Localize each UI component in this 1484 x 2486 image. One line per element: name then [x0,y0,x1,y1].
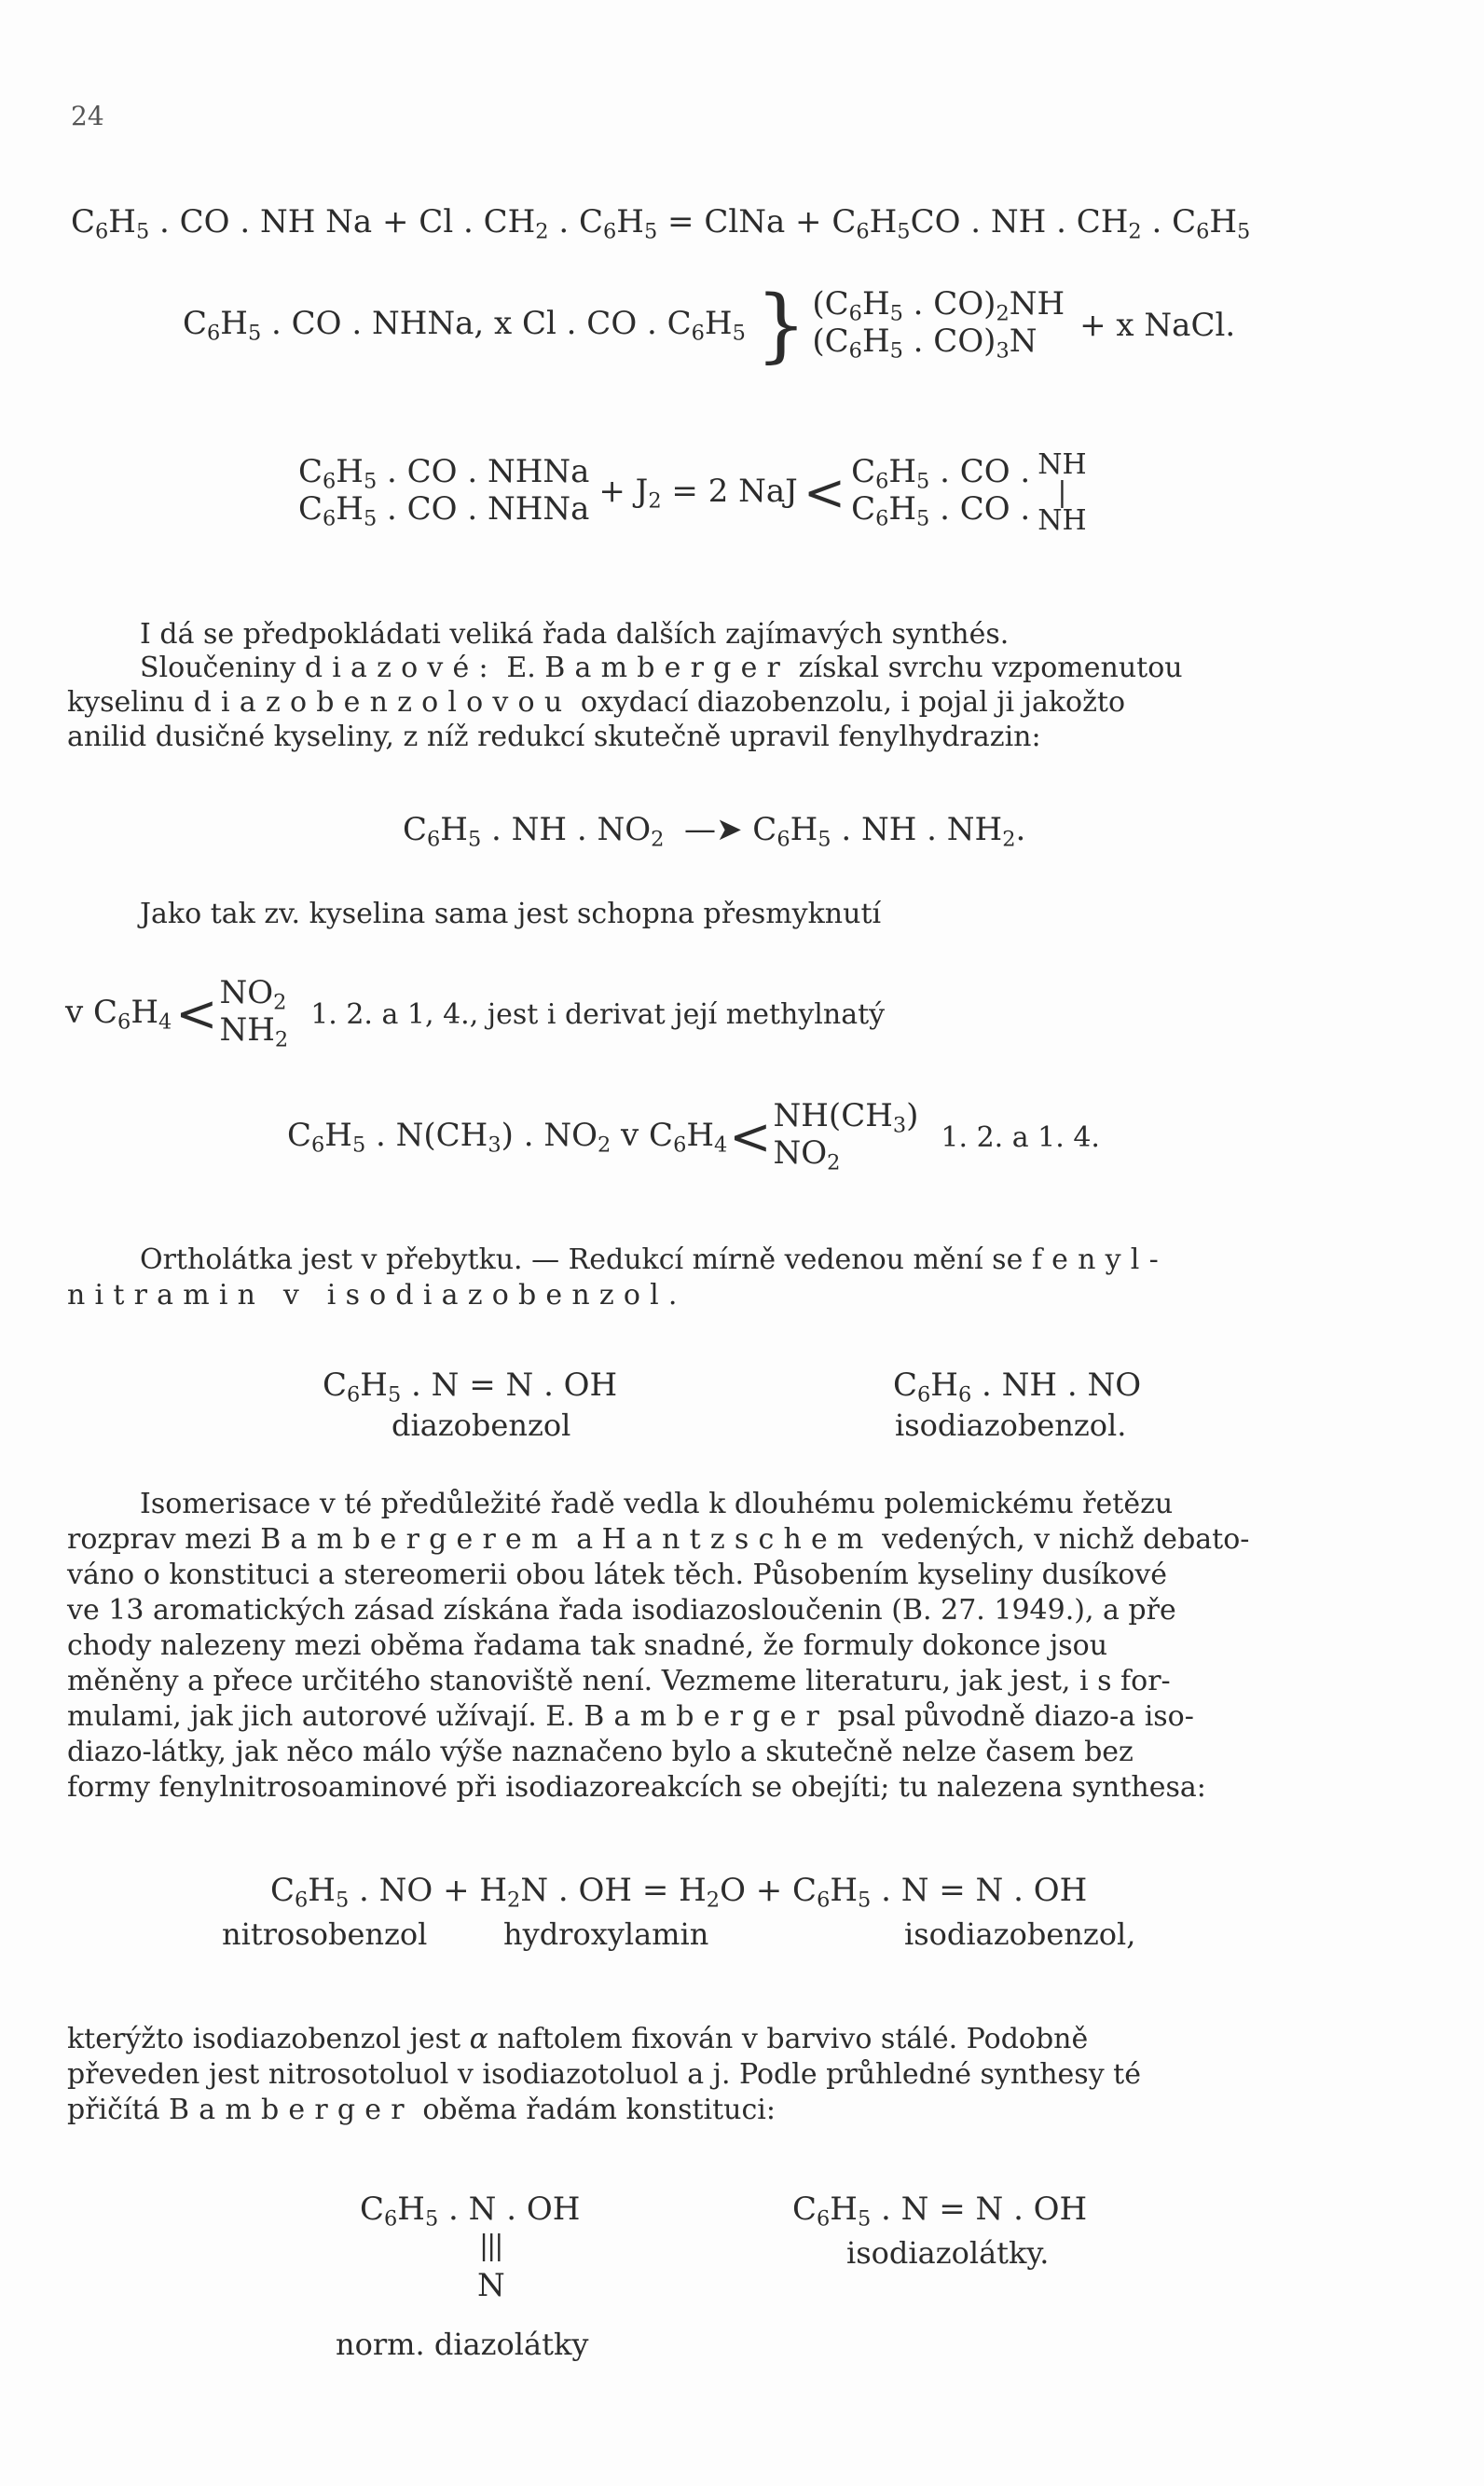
equation-5: v $C_6H_4$ < $NO_2$ $NH_2$ 1. 2. a 1, 4., jest i derivat její methylnatý [65,974,886,1052]
equation-3: $C_6H_5$ . CO . NHNa $C_6H_5$ . CO . NHNa + $J_2 = 2$ NaJ < $C_6H_5$ . CO . $C_6H_5$ . CO . NH | NH [298,448,1087,537]
eq9-left-name: norm. diazolátky [336,2327,589,2362]
eq9-right-name: isodiazolátky. [846,2235,1050,2271]
eq8-name-nitrosobenzol: nitrosobenzol [222,1916,428,1952]
eq7-name-1: diazobenzol [392,1408,571,1443]
para3-line2: nitramin v isodiazobenzol. [67,1279,687,1312]
para4-line2: rozprav mezi Bambergerem a Hantzschem vedených, v nichž debato- [67,1523,1250,1556]
equation-4: $C_6H_5$ . NH . $NO_2$ —➤ $C_6H_5$ . NH . $NH_2$. [403,811,1026,852]
para1-line1: I dá se předpokládati veliká řada dalších zajímavých synthés. [140,618,1010,651]
para4-line9: formy fenylnitrosoaminové při isodiazoreakcích se obejíti; tu nalezena synthesa: [67,1771,1206,1804]
eq7-name-2: isodiazobenzol. [895,1408,1127,1443]
eq8-name-hydroxylamin: hydroxylamin [503,1916,709,1952]
para1-line4: anilid dusičné kyseliny, z níž redukcí skutečně upravil fenylhydrazin: [67,721,1041,753]
para4-line1: Isomerisace v té předůležité řadě vedla k dlouhému polemickému řetězu [140,1488,1174,1520]
equation-2: $C_6H_5$ . CO . NHNa, x Cl . CO . $C_6H_5$ } ($C_6H_5$ . $CO)_2NH$ ($C_6H_5$ . $CO)_3N$ + x NaCl. [183,279,1236,372]
para5-line3: přičítá Bamberger oběma řadám konstituci: [67,2094,776,2126]
eq9-triple-bond: ||| [479,2230,502,2262]
para4-line8: diazo-látky, jak něco málo výše naznačeno bylo a skutečně nelze časem bez [67,1736,1134,1768]
eq9-left-formula: $C_6H_5$ . N . OH [360,2191,581,2232]
para3-line1: Ortholátka jest v přebytku. — Redukcí mírně vedenou mění se fenyl- [140,1243,1168,1276]
para4-line5: chody nalezeny mezi oběma řadama tak snadné, že formuly dokonce jsou [67,1629,1108,1662]
eq9-right-formula: $C_6H_5$ . N = N . OH [792,2191,1088,2232]
page-number: 24 [71,101,104,131]
para5-line2: převeden jest nitrosotoluol v isodiazotoluol a j. Podle průhledné synthesy té [67,2058,1141,2091]
para1-line2: Sloučeniny diazové: E. Bamberger získal svrchu vzpomenutou [140,652,1183,684]
para4-line7: mulami, jak jich autorové užívají. E. Bamberger psal původně diazo-a iso- [67,1700,1194,1733]
equation-6: $C_6H_5$ . $N(CH_3)$ . $NO_2$ v $C_6H_4$ < $NH(CH_3)$ $NO_2$ 1. 2. a 1. 4. [287,1097,1100,1175]
para5-line1: kterýžto isodiazobenzol jest α naftolem fixován v barvivo stálé. Podobně [67,2023,1089,2055]
para4-line6: měněny a přece určitého stanoviště není. Vezmeme literaturu, jak jest, i s for- [67,1665,1171,1697]
para4-line4: ve 13 aromatických zásad získána řada isodiazosloučenin (B. 27. 1949.), a pře [67,1594,1176,1627]
para4-line3: váno o konstituci a stereomerii obou látek těch. Působením kyseliny dusíkové [67,1559,1168,1591]
para2: Jako tak zv. kyselina sama jest schopna přesmyknutí [140,898,882,930]
eq8-name-isodiazobenzol: isodiazobenzol, [904,1916,1136,1952]
eq8-formula: $C_6H_5$ . NO + $H_2N$ . OH = $H_2O + C_6H_5$ . N = N . OH [270,1872,1088,1913]
eq2-top: ($C_6H_5$ . $CO)_2NH$ [812,284,1065,326]
eq2-bottom: ($C_6H_5$ . $CO)_3N$ [812,323,1037,364]
eq9-left-n: N [477,2267,505,2304]
eq2-rhs: + x NaCl. [1079,307,1236,344]
eq7-formula-1: $C_6H_5$ . N = N . OH [323,1367,618,1408]
equation-1: $C_6H_5$ . CO . NH Na + Cl . $CH_2$ . $C_6H_5$ = ClNa + $C_6H_5CO$ . NH . $CH_2$ . $C_6H_5$ [71,203,1251,244]
eq7-formula-2: $C_6H_6$ . NH . NO [893,1367,1142,1408]
para1-line3: kyselinu diazobenzolovou oxydací diazobenzolu, i pojal ji jakožto [67,686,1126,719]
brace: } [755,279,807,372]
